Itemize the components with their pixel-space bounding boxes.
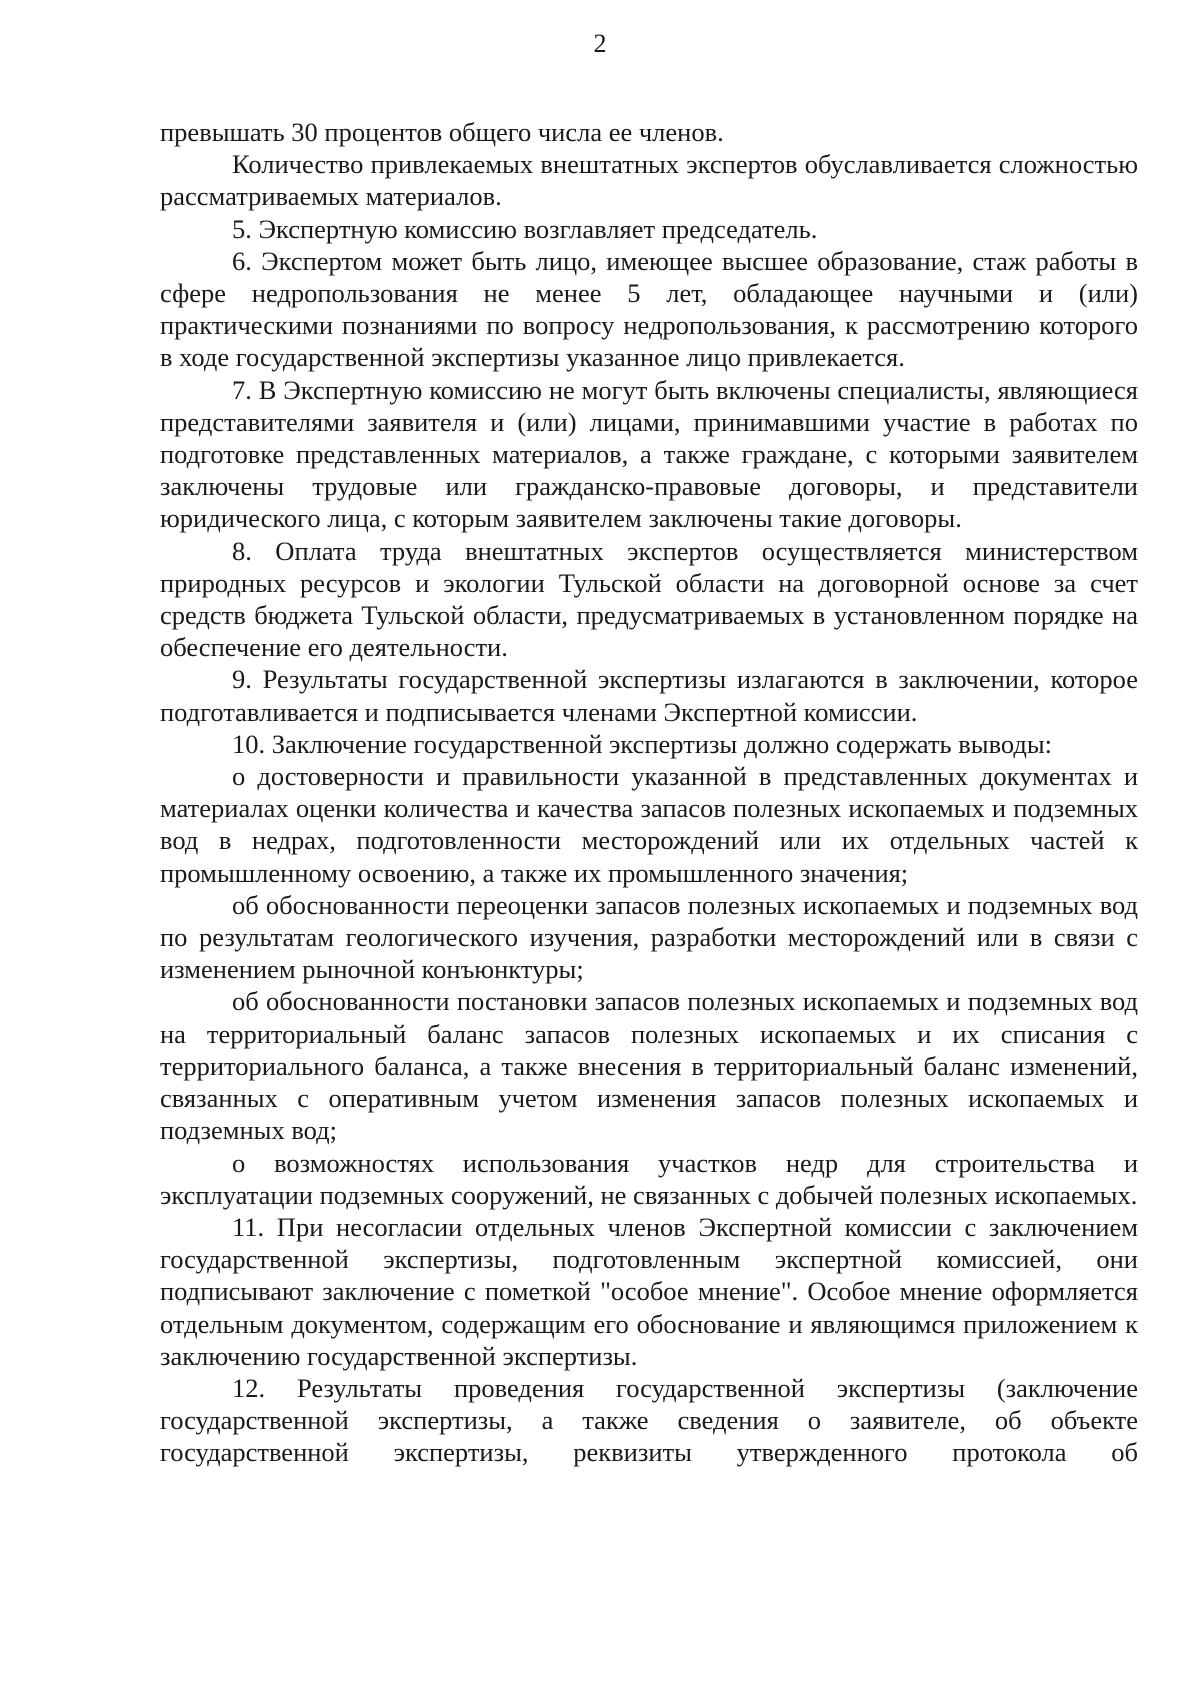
paragraph-continuation: превышать 30 процентов общего числа ее членов. xyxy=(160,117,724,147)
paragraph-item-6: 6. Экспертом может быть лицо, имеющее высшее образование, стаж работы в сфере недропользования не менее 5 лет, обладающее научными и (или) практическими познаниями по вопросу недропользования, к рассмотрению которого в ходе государственной экспертизы указанное лицо привлекается. xyxy=(160,245,1138,373)
paragraph-item-10: 10. Заключение государственной экспертизы должно содержать выводы: xyxy=(232,728,1053,759)
paragraph-conclusion-reliability: о достоверности и правильности указанной в представленных документах и материалах оценки количества и качества запасов полезных ископаемых и подземных вод в недрах, подготовленности месторождений или их отдельных частей к промышленному освоению, а также их промышленного значения; xyxy=(160,761,1138,888)
paragraph-conclusion-underground: о возможностях использования участков недр для строительства и эксплуатации подземных сооружений, не связанных с добычей полезных ископаемых. xyxy=(160,1147,1138,1210)
paragraph-external-experts: Количество привлекаемых внештатных экспертов обуславливается сложностью рассматриваемых материалов. xyxy=(160,149,1138,212)
paragraph-item-5: 5. Экспертную комиссию возглавляет председатель. xyxy=(232,213,818,244)
paragraph-conclusion-balance: об обоснованности постановки запасов полезных ископаемых и подземных вод на территориальный баланс запасов полезных ископаемых и их списания с территориального баланса, а также внесения в территориальный баланс изменений, связанных с оперативным учетом изменения запасов полезных ископаемых и подземных вод; xyxy=(160,986,1138,1146)
paragraph-conclusion-reassessment: об обоснованности переоценки запасов полезных ископаемых и подземных вод по результатам геологического изучения, разработки месторождений или в связи с изменением рыночной конъюнктуры; xyxy=(160,889,1138,985)
paragraph-item-9: 9. Результаты государственной экспертизы излагаются в заключении, которое подготавливается и подписывается членами Экспертной комиссии. xyxy=(160,664,1138,727)
document-body xyxy=(160,116,1138,1469)
paragraph-item-8: 8. Оплата труда внештатных экспертов осуществляется министерством природных ресурсов и экологии Тульской области на договорной основе за счет средств бюджета Тульской области, предусматриваемых в установленном порядке на обеспечение его деятельности. xyxy=(160,535,1138,663)
paragraph-item-11: 11. При несогласии отдельных членов Экспертной комиссии с заключением государственной экспертизы, подготовленным экспертной комиссией, они подписывают заключение с пометкой "особое мнение". Особое мнение оформляется отдельным документом, содержащим его обоснование и являющимся приложением к заключению государственной экспертизы. xyxy=(160,1211,1138,1371)
page-number: 2 xyxy=(593,29,607,58)
paragraph-item-12: 12. Результаты проведения государственной экспертизы (заключение государственной экспертизы, а также сведения о заявителе, об объекте государственной экспертизы, реквизиты утвержденного протокола об xyxy=(160,1372,1138,1468)
paragraph-item-7: 7. В Экспертную комиссию не могут быть включены специалисты, являющиеся представителями заявителя и (или) лицами, принимавшими участие в работах по подготовке представленных материалов, а также граждане, с которыми заявителем заключены трудовые или гражданско-правовые договоры, и представители юридического лица, с которым заявителем заключены такие договоры. xyxy=(160,374,1138,534)
